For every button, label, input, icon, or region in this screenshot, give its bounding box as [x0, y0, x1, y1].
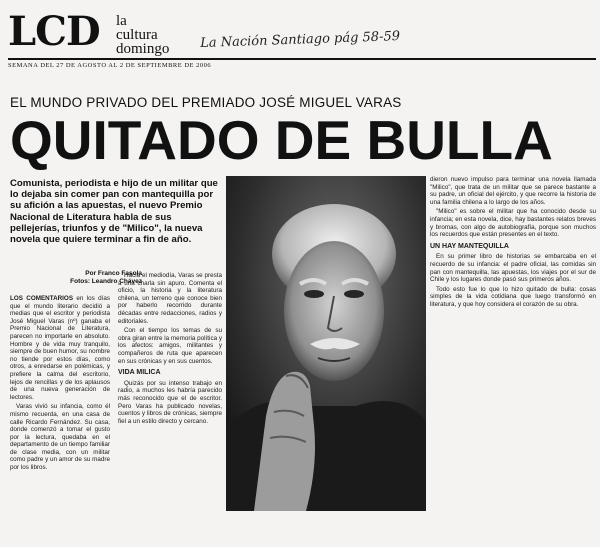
- subheading: UN HAY MANTEQUILLA: [430, 242, 509, 250]
- body-paragraph: [10, 295, 110, 401]
- subheading: VIDA MILICA: [118, 369, 161, 377]
- author-photo: [226, 176, 426, 511]
- newspaper-logo: LCD: [8, 8, 100, 55]
- body-paragraph: Todo esto fue lo que lo hizo quitado de bulla: cosas simples de la vida cotidiana que luego transformó en literatura, y que hoy considera el corazón de su obra.: [430, 285, 596, 308]
- lead-in: LOS COMENTARIOS: [10, 295, 74, 302]
- section-name-line: cultura: [116, 27, 158, 43]
- section-name-line: domingo: [116, 41, 170, 57]
- body-paragraph: "Milico" es sobre el militar que ha conocido desde su infancia; en esta novela, dice, hay bastantes relatos breves y bromas, con algo de autobiografía, porque son muchos los recuerdos que están presentes en el texto.: [430, 208, 596, 239]
- body-column-3: [430, 176, 596, 311]
- issue-date: SEMANA DEL 27 DE AGOSTO AL 2 DE SEPTIEMBRE DE 2006: [8, 62, 212, 69]
- portrait-image: [226, 176, 426, 511]
- body-paragraph: Quizás por su intenso trabajo en radio, a muchos les habría parecido más reconocido que el de escritor. Pero Varas ha publicado novelas, cuentos y libros de crónicas, siempre fiel a un estilo directo y cercano.: [118, 379, 222, 425]
- body-column-1: [10, 295, 110, 474]
- lead-paragraph: Comunista, periodista e hijo de un militar que lo dejaba sin comer pan con mantequilla por su afición a las apuestas, el nuevo Premio Nacional de Literatura habla de sus pellejerías, triunfos y de "Milico", la nueva novela que quiere terminar a fin de año.: [10, 178, 218, 246]
- section-name: [116, 14, 169, 56]
- headline: QUITADO DE BULLA: [10, 109, 553, 171]
- body-paragraph: dieron nuevo impulso para terminar una novela llamada "Milico", que trata de un militar que se parece bastante a su padre, un oficial del ejército, y que recorre la historia de una familia chilena a lo largo de los años.: [430, 176, 596, 206]
- paragraph-text: en los días que el mundo literario decidió a medias que el escritor y periodista José Miguel Varas (nº) ganaba el Premio Nacional de Literatura, parecen no importarle en absoluto. Hombre y de vida muy tranquilo, siempre de buen humor, su nombre no tiende por estos días, como otros, a enredarse en polémicas, y prefiere la calma del escritorio, lejos de rencillas y de los aplausos de una nueva generación de lectores.: [10, 295, 111, 401]
- body-paragraph: Hacia el mediodía, Varas se presta a una charla sin apuro. Comenta el oficio, la historia y la literatura chilena, un terreno que conoce bien por haberlo recorrido durante décadas entre redacciones, radios y editoriales.: [118, 272, 222, 325]
- kicker: EL MUNDO PRIVADO DEL PREMIADO JOSÉ MIGUEL VARAS: [10, 95, 402, 110]
- body-paragraph: Varas vivió su infancia, como él mismo recuerda, en una casa de calle Ricardo Fernández. Su casa, donde comenzó a tomar el gusto por la lectura, quedaba en el departamento de un tiempo familiar de clase media, con un militar como padre y un amor de su madre por los libros.: [10, 403, 110, 472]
- byline-photo-credit: Fotos: Leandro Chávez: [70, 278, 142, 285]
- section-name-line: la: [116, 13, 127, 29]
- handwritten-note: La Nación Santiago pág 58-59: [200, 29, 401, 51]
- body-column-2: [118, 272, 222, 427]
- byline-author: Por Franco Fasola: [85, 270, 142, 277]
- body-paragraph: Con el tiempo los temas de su obra giran entre la memoria política y los afectos: amigos, militantes y compañeros de ruta que aparecen en sus crónicas y en sus cuentos.: [118, 327, 222, 365]
- body-paragraph: En su primer libro de historias se embarcaba en el recuerdo de su infancia: el padre oficial, las comidas sin pan con mantequilla, las apuestas, los viajes por el sur de Chile y los lugares donde pasó sus primeros años.: [430, 253, 596, 284]
- masthead-rule: [8, 58, 596, 60]
